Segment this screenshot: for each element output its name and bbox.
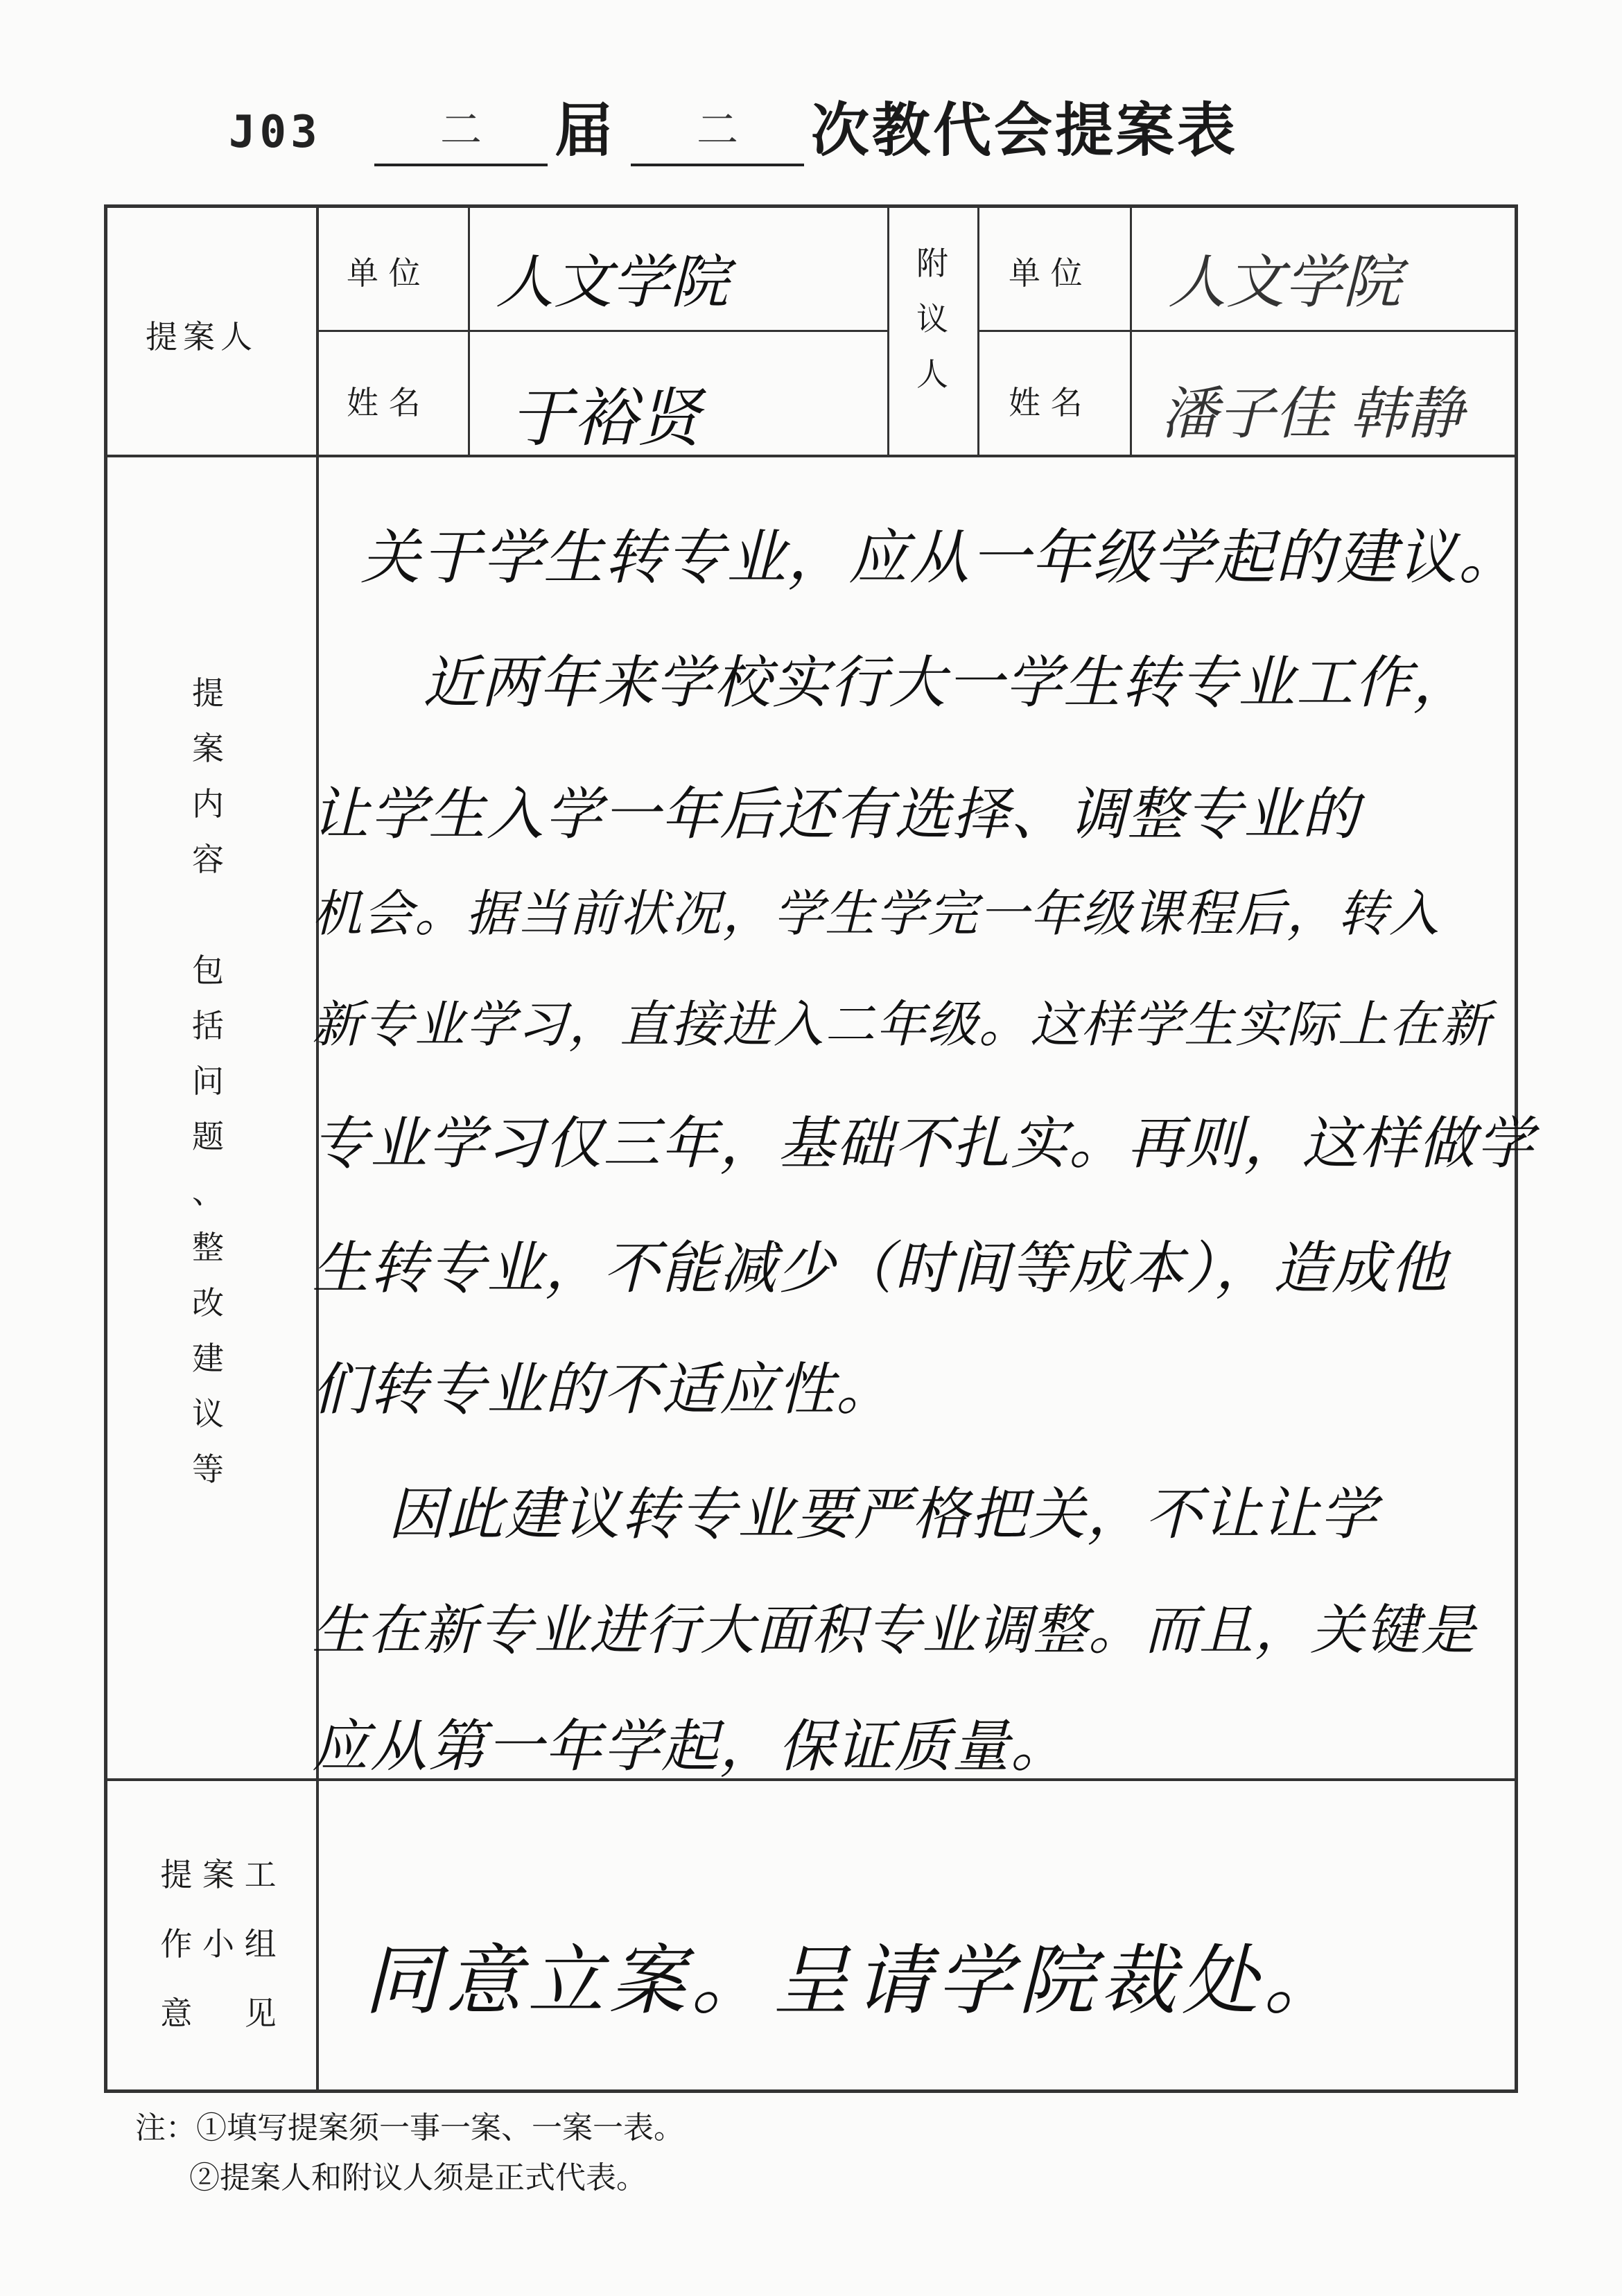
- content-label-char: [187, 887, 229, 943]
- content-label-char: 案: [192, 730, 224, 767]
- proposal-line-2: 让学生入学一年后还有选择、调整专业的: [312, 782, 1360, 848]
- seconder-unit-value: 人文学院: [1168, 248, 1402, 316]
- session-word: 届: [555, 96, 613, 164]
- content-label-char: 括: [192, 1007, 224, 1044]
- content-label-char: 、: [192, 1173, 224, 1211]
- seconder-label: [912, 236, 953, 402]
- content-label-char: 包: [192, 952, 224, 989]
- content-label-char: 提: [192, 674, 224, 712]
- committee-label-line-2: 作 小 组: [160, 1925, 277, 1963]
- meeting-number-blank: 二: [631, 97, 804, 166]
- seconder-name-label: 姓 名: [1009, 384, 1083, 421]
- form-notes: [135, 2103, 684, 2203]
- seconder-label-char-3: 人: [916, 356, 948, 393]
- seconder-unit-label: 单 位: [1009, 254, 1083, 292]
- row-divider-mid-top-left: [319, 330, 887, 332]
- content-label-char: 改: [192, 1284, 224, 1322]
- proposal-line-7: 们转专业的不适应性。: [312, 1357, 894, 1423]
- content-label-char: 议: [192, 1395, 224, 1432]
- proposal-line-8: 因此建议转专业要严格把关，不让让学: [388, 1482, 1378, 1548]
- proposal-line-6: 生转专业，不能减少（时间等成本），造成他: [312, 1236, 1448, 1302]
- proposer-label: 提案人: [146, 318, 258, 356]
- seconder-label-char-1: 附: [916, 245, 948, 282]
- form-title-row: [229, 97, 1407, 180]
- proposal-line-5: 专业学习仅三年，基础不扎实。再则，这样做学: [312, 1111, 1535, 1177]
- proposal-line-4: 新专业学习，直接进入二年级。这样学生实际上在新: [312, 995, 1492, 1053]
- proposal-line-10: 应从第一年学起，保证质量。: [312, 1714, 1069, 1780]
- note-line-1: 注：①填写提案须一事一案、一案一表。: [135, 2110, 684, 2146]
- committee-opinion: 同意立案。呈请学院裁处。: [364, 1936, 1345, 2025]
- proposer-unit-label: 单 位: [347, 254, 421, 292]
- content-label-char: 问: [192, 1062, 224, 1100]
- content-label-char: 内: [192, 785, 224, 823]
- proposal-line-9: 生在新专业进行大面积专业调整。而且，关键是: [312, 1600, 1477, 1662]
- committee-label-line-3: 意 见: [160, 1995, 277, 2032]
- proposer-name-label: 姓 名: [347, 384, 421, 421]
- proposal-title: 关于学生转专业，应从一年级学起的建议。: [360, 523, 1519, 593]
- seconder-label-char-2: 议: [916, 300, 948, 338]
- session-number-blank: 二: [374, 97, 548, 166]
- proposer-unit-value: 人文学院: [496, 248, 729, 316]
- committee-label: [135, 1840, 302, 2048]
- content-label-column: [187, 665, 236, 1497]
- proposal-line-1: 近两年来学校实行大一学生转专业工作，: [423, 650, 1471, 716]
- content-label-char: 等: [192, 1451, 224, 1488]
- row-divider-mid-top-right: [977, 330, 1515, 332]
- proposal-line-3: 机会。据当前状况，学生学完一年级课程后，转入: [312, 884, 1441, 943]
- serial-stamp: J03: [229, 107, 322, 158]
- content-label-char: 题: [192, 1118, 224, 1155]
- col-divider-unit-label-left: [468, 208, 470, 455]
- proposer-name-value: 于裕贤: [509, 381, 701, 455]
- col-divider-seconder-left: [887, 208, 889, 455]
- note-line-2: ②提案人和附议人须是正式代表。: [189, 2160, 647, 2196]
- col-divider-seconder-right: [977, 208, 979, 455]
- content-label-char: 建: [192, 1340, 224, 1377]
- content-label-char: 容: [192, 841, 224, 878]
- seconder-name-value: 潘子佳 韩静: [1161, 381, 1464, 447]
- col-divider-unit-label-right: [1130, 208, 1132, 455]
- committee-label-line-1: 提 案 工: [160, 1856, 277, 1893]
- form-title: 次教代会提案表: [811, 96, 1239, 164]
- content-label-char: 整: [192, 1229, 224, 1266]
